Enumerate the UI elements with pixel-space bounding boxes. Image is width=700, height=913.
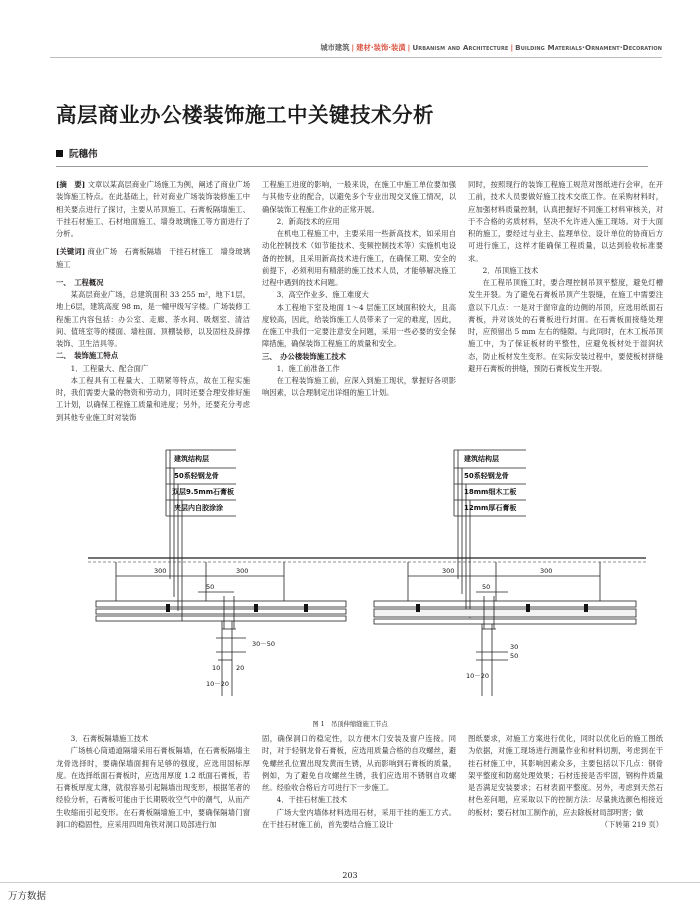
dim-r-50b: 50 [510,652,519,660]
block-text: 三、 办公楼装饰施工技术 [262,351,346,361]
block-text: 广场大堂内墙体材料选用石材，采用干挂的施工方式。在干挂石材施工前，首先要结合施工设计 [262,807,456,829]
right-label-3: 18mm细木工板 [464,488,517,496]
dim-r-30: 30 [510,643,519,651]
footer-rule [0,882,700,883]
paragraph [468,277,663,375]
block-label: [关键词] [56,247,86,257]
dim-l-300b: 300 [236,567,249,575]
block-text: 一、 工程概况 [56,277,104,287]
running-header: 城市建筑 | 建材·装饰·装潢 | Urbanism and Architecture | Building Materials·Ornament·Decoration [320,43,662,52]
column-1-top [56,179,250,424]
block-text: 固，确保洞口的稳定性，以方便木门安装及窗户连接。同时，对于轻钢龙骨石膏板，应选用质量合格的自攻螺丝，避免螺丝孔位置出现发黄而生锈，从而影响到石膏板的质量，例如，为了避免自攻螺丝生锈，我们应选用不锈钢自攻螺丝。经验收合格后方可进行下一步施工。 [262,734,456,792]
paragraph [262,363,456,375]
left-label-1: 建筑结构层 [174,455,209,463]
right-label-1: 建筑结构层 [464,455,499,463]
left-label-4: 夹层内自胶涂涂 [174,504,223,512]
paragraph [262,375,456,400]
paragraph [262,216,456,228]
block-text: 二、 装饰施工特点 [56,351,119,361]
figure-caption: 图 1 吊顶伸缩缝施工节点 [312,721,388,728]
block-text: 本工程具有工程量大、工期紧等特点，故在工程实施时，我们需要大量的物资和劳动力，同时还要合理安排好施工计划，以确保工程施工质量和进度；另外，还要充分考虑到其他专业施工时对装饰 [56,375,250,422]
dim-l-50: 50 [206,583,215,591]
column-2-bottom [262,733,456,831]
header-rule [50,57,662,58]
continued-note [468,819,663,831]
block-text: 3．石膏板隔墙施工技术 [70,734,149,743]
author-rule [56,166,648,167]
left-label-3: 双层9.5mm石膏板 [172,488,234,496]
figure-1 [56,446,664,718]
paragraph [262,302,456,351]
paragraph [262,289,456,301]
dim-r-10-20: 10－20 [466,672,490,680]
block-text: （下转第 219 页） [600,819,663,829]
block-text: 工程施工进度的影响，一般来说，在施工中施工单位要加强与其他专业的配合，以避免多个专业出现交叉施工情况，以确保装饰工程施工作业的正常开展。 [262,180,456,214]
block-text: 同时，按照现行的装饰工程施工规范对图纸进行会审，在开工前，技术人员要做好施工技术交底工作。在采购材料时，应加强材料质量控制，认真把握好不同施工材料审核关，对于不合格的劣质材料，坚决不允许进入施工现场。对于大面积的施工，要经过与业主、监理单位、设计单位的协商后方可进行施工，这样才能确保工程质量，以达到验收标准要求。 [468,180,663,263]
block-text: 商业广场 石膏板隔墙 干挂石材施工 墙身玻璃施工 [56,247,250,269]
block-text: 1．工程量大、配合面广 [70,363,149,373]
paragraph [468,733,663,819]
journal-name-cn: 城市建筑 [320,43,350,52]
abstract-block [56,246,250,271]
author-line [56,146,98,160]
block-text: 某高层商业广场，总建筑面积 33 255 m²，地下1层，地上6层，建筑高度 98 m，是一幢甲级写字楼。广场装修工程施工内容包括：办公室、走廊、茶水间、吸烟室、清洁间、值班室等的楼面、墙柱面、顶棚装修，以及固柱及辞撑装饰、卫生洁具等。 [56,290,250,348]
dim-l-300a: 300 [154,567,167,575]
block-text: 3．高空作业多、施工难度大 [276,290,369,300]
dim-l-10-20: 10－20 [206,680,230,688]
right-label-4: 12mm厚石膏板 [464,504,517,512]
block-text: 1．施工前准备工作 [276,363,340,373]
section-heading [56,277,250,289]
paragraph [468,179,663,265]
dim-l-10: 10 [212,664,221,672]
dim-r-300a: 300 [442,567,455,575]
section-heading [262,351,456,363]
paragraph [262,733,456,794]
block-text: 在机电工程施工中，主要采用一些新高技术，如采用自动化控制技术（如节能技术、变频控制技术等）实施机电设备的控制，且采用新高技术进行施工，在确保工期、安全的前提下，必须利用有精湛的施工技术人员，才能够解决施工过程中遇到的技术问题。 [262,229,456,287]
paragraph [468,265,663,277]
dim-l-30-50: 30－50 [252,640,276,648]
dim-r-300b: 300 [540,567,553,575]
block-text: 2．吊顶施工技术 [482,265,539,275]
paragraph [56,745,250,831]
journal-name-en: Urbanism and Architecture [412,43,509,52]
block-text: 本工程地下室及地面 1～4 层施工区域面积较大，且高度较高，因此，给装饰施工人员带来了一定的难度，因此，在施工中我们一定要注意安全问题，采用一些必要的安全保障措施，确保装饰工程施工的质量和安全。 [262,302,456,349]
section-heading [56,350,250,362]
column-3-top [468,179,663,375]
block-text: 广场核心筒通道隔墙采用石膏板隔墙，在石膏板隔墙主龙骨选择时，要确保墙面拥有足够的强度，应选用国标厚度。在选择纸面石膏板时，应选用厚度 1.2 纸面石膏板，若石膏板厚度太薄，就很容易引起隔墙出现变形，根据笔者的经验分析，石膏板可能由于长期吸收空气中的潮气，从而产生收缩而引起变形。在石膏板隔墙施工中，要确保隔墙门窗洞口的稳固性，应采用四周角铁对洞口局部进行加 [56,746,250,829]
section-name-en: Building Materials·Ornament·Decoration [515,43,662,52]
abstract-block [56,179,250,240]
paragraph [262,794,456,806]
block-label: [摘 要] [56,180,86,189]
block-text: 在工程吊顶施工时，要合理控制吊顶平整度，避免灯槽发生开裂。为了避免石膏板吊顶产生裂缝，在施工中需要注意以下几点：一是对于窗帘盒的边侧的吊顶，应选用纸面石膏板，并对该处的石膏板进行封面。在石膏板面接缝处理时，应预留出 5 mm 左右的缝隙。与此同时，在木工板吊顶施工中，为了保证板材的平整性，应避免板材处于湿润状态，防止板材发生变形。在实际安装过程中，要使板材拼缝避开石膏板的拼缝，预防石膏板发生开裂。 [468,278,663,373]
ceiling-joint-drawing [56,446,664,718]
paragraph [56,289,250,350]
paragraph [56,375,250,424]
left-label-2: 50系轻钢龙骨 [174,472,219,480]
right-label-2: 50系轻钢龙骨 [464,472,509,480]
column-3-bottom [468,733,663,831]
paragraph [262,228,456,289]
block-text: 图纸要求，对施工方案进行优化，同时以优化后的施工图纸为依据，对施工现场进行测量作业和材料切割，考虑到在干挂石材施工中，其影响因素众多，主要包括以下几点：钢骨架平整度和防腐处理效果；石材连接是否牢固，钢构件质量是否满足安装要求；石材表面平整度。另外，考虑到天然石材色差问题，应采取以下的控制方法：尽量挑选颜色相接近的板材；要石材加工制作前，应去除板材局部明害；做 [468,734,663,817]
paragraph [262,179,456,216]
paragraph [56,733,250,745]
author-name: 阮穗伟 [69,149,98,160]
column-1-bottom [56,733,250,831]
block-text: 4．干挂石材施工技术 [276,795,347,805]
block-text: 文章以某高层商业广场施工为例，阐述了商业广场装饰施工特点。在此基础上，针对商业广场装饰装修施工中相关要点进行了探讨，主要从吊顶施工、石膏板隔墙施工、干挂石材施工、石材地面施工、墙身玻璃施工等方面进行了分析。 [56,180,250,238]
dim-r-50: 50 [482,583,491,591]
article-title: 高层商业办公楼装饰施工中关键技术分析 [56,103,434,127]
section-name-cn: 建材·装饰·装潢 [356,43,406,52]
paragraph [262,807,456,832]
column-2-top [262,179,456,400]
source-brand: 万方数据 [8,891,47,902]
paragraph [56,363,250,375]
dim-l-20: 20 [236,664,245,672]
square-bullet-icon [56,150,63,157]
block-text: 2．新高技术的应用 [276,216,340,226]
page-number: 203 [342,871,358,880]
block-text: 在工程装饰施工前，应深入到施工现状，掌握好各项影响因素，以合理制定出详细的施工计划。 [262,376,456,398]
